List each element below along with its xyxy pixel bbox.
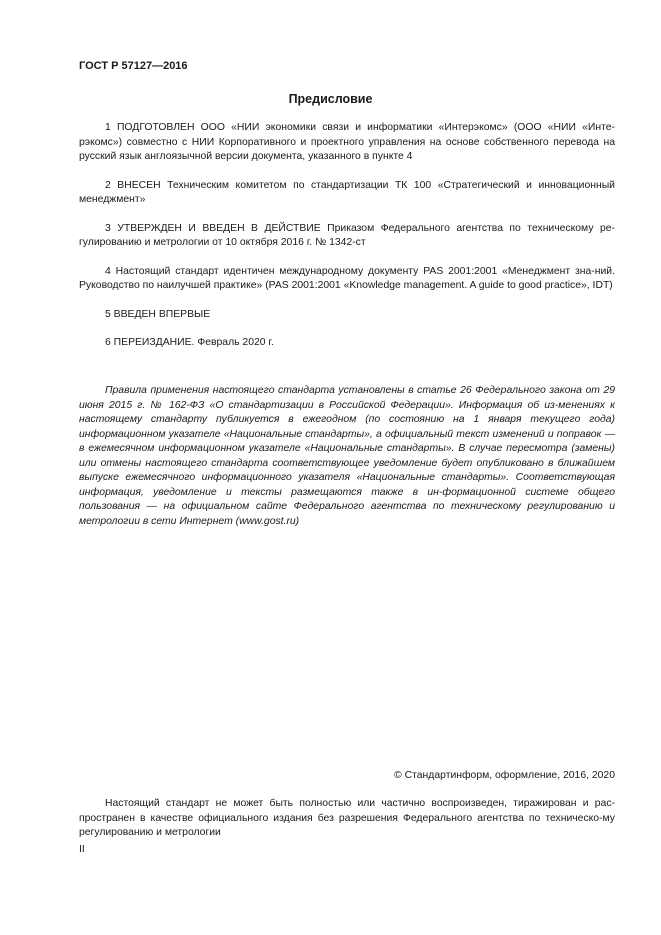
- standard-code: ГОСТ Р 57127—2016: [79, 60, 188, 72]
- foreword-item-1: 1 ПОДГОТОВЛЕН ООО «НИИ экономики связи и информатики «Интерэкомс» (ООО «НИИ «Инте-рэкомс») совместно с НИИ Корпоративного и проектного управления на основе собственного перевода на русский язык англоязычной версии документа, указанного в пункте 4: [79, 122, 615, 162]
- page-title: Предисловие: [288, 92, 373, 106]
- foreword-item-5: 5 ВВЕДЕН ВПЕРВЫЕ: [105, 308, 211, 320]
- foreword-items: [79, 121, 615, 365]
- foreword-item-6: 6 ПЕРЕИЗДАНИЕ. Февраль 2020 г.: [105, 337, 274, 348]
- reproduction-restriction: Настоящий стандарт не может быть полностью или частично воспроизведен, тиражирован и рас-пространен в качестве официального издания без разрешения Федерального агентства по техническо-му регулированию и метрологии: [79, 798, 615, 838]
- application-rules-notice: Правила применения настоящего стандарта установлены в статье 26 Федерального закона от 29 июня 2015 г. № 162-ФЗ «О стандартизации в Российской Федерации». Информация об из-менениях к настоящему стандарту публикуется в ежегодном (по состоянию на 1 января текущего года) информационном указателе «Национальные стандарты», а официальный текст изменений и поправок — в ежемесячном информационном указателе «Национальные стандарты». В случае пересмотра (замены) или отмены настоящего стандарта соответствующее уведомление будет опубликовано в ближайшем выпуске ежемесячного информационного указателя «Национальные стандарты». Соответствующая информация, уведомление и тексты размещаются также в ин-формационной системе общего пользования — на официальном сайте Федерального агентства по техническому регулированию и метрологии в сети Интернет (www.gost.ru): [79, 385, 615, 527]
- page-number: II: [79, 844, 85, 855]
- foreword-item-2: 2 ВНЕСЕН Техническим комитетом по стандартизации ТК 100 «Стратегический и инновационный менеджмент»: [79, 179, 615, 205]
- copyright-line: © Стандартинформ, оформление, 2016, 2020: [394, 770, 615, 781]
- foreword-item-4: 4 Настоящий стандарт идентичен международному документу PAS 2001:2001 «Менеджмент зна-ний. Руководство по наилучшей практике» (PAS 2001:2001 «Knowledge management. A guide to good practice», IDT): [79, 265, 615, 291]
- foreword-item-3: 3 УТВЕРЖДЕН И ВВЕДЕН В ДЕЙСТВИЕ Приказом Федерального агентства по техническому ре-гулированию и метрологии от 10 октября 2016 г. № 1342-ст: [79, 222, 615, 248]
